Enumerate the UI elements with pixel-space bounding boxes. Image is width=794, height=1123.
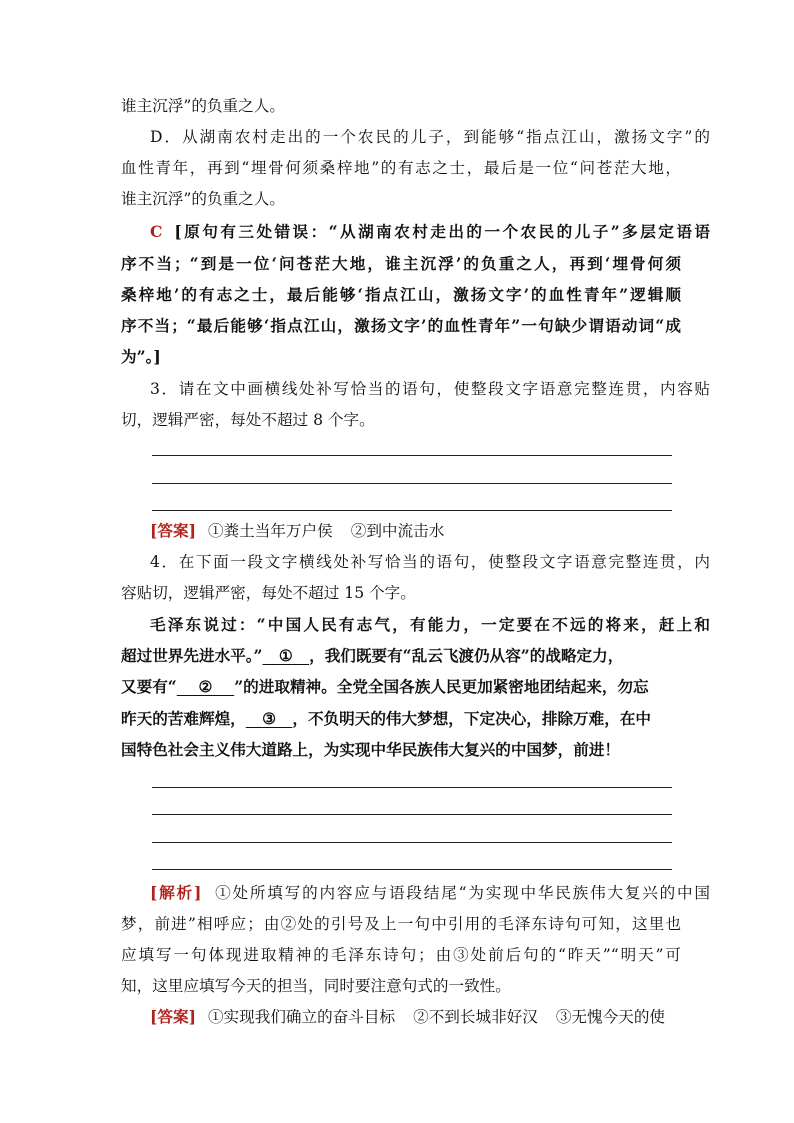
answer-tag: [答案] — [150, 521, 196, 540]
q4-answer-1: ①实现我们确立的奋斗目标 — [207, 1008, 396, 1026]
blank-3: ③ — [262, 709, 277, 728]
q4-answer-line-2 — [152, 814, 672, 815]
q2-explanation-line-3: 桑梓地’的有志之士，最后能够‘指点江山，激扬文字’的血性青年”逻辑顺 — [121, 285, 681, 304]
q4-answer-2: ②不到长城非好汉 — [413, 1008, 538, 1026]
explanation-text: [原句有三处错误：“从湖南农村走出的一个农民的儿子”多层定语语 — [174, 222, 710, 241]
q3-stem-line-2: 切，逻辑严密，每处不超过 8 个字。 — [121, 411, 375, 429]
q3-answer-2: ②到中流击水 — [350, 522, 445, 540]
q4-answer-3: ③无愧今天的使 — [555, 1008, 666, 1026]
q4-stem-line-2: 容贴切，逻辑严密，每处不超过 15 个字。 — [121, 584, 416, 602]
q2-explanation-line-4: 序不当；“最后能够‘指点江山，激扬文字’的血性青年”一句缺少谓语动词“成 — [121, 316, 681, 335]
q4-analysis-line-4: 知，这里应填写今天的担当，同时要注意句式的一致性。 — [121, 977, 511, 995]
q4-passage-line-4: 昨天的苦难辉煌， ③ ，不负明天的伟大梦想，下定决心，排除万难，在中 — [121, 704, 681, 734]
analysis-tag: [解析] — [150, 883, 202, 902]
q3-answer-1: ①粪土当年万户侯 — [207, 522, 333, 540]
q4-passage-line-1: 毛泽东说过：“中国人民有志气，有能力，一定要在不远的将来，赶上和 — [150, 615, 710, 634]
q4-analysis-line-1: [解析] ①处所填写的内容应与语段结尾“为实现中华民族伟大复兴的中国 — [150, 883, 710, 902]
q3-stem-line-1: 3．请在文中画横线处补写恰当的语句，使整段文字语意完整连贯，内容贴 — [150, 380, 710, 398]
q4-passage-line-3: 又要有“ ② ”的进取精神。全党全国各族人民更加紧密地团结起来，勿忘 — [121, 672, 681, 702]
q4-analysis-line-3: 应填写一句体现进取精神的毛泽东诗句；由③处前后句的“昨天”“明天”可 — [121, 946, 681, 964]
q4-answer-line-3 — [152, 842, 672, 843]
q4-stem-line-1: 4．在下面一段文字横线处补写恰当的语句，使整段文字语意完整连贯，内 — [150, 553, 710, 571]
q3-answer-line-1 — [152, 455, 672, 456]
answer-tag: [答案] — [150, 1007, 196, 1026]
option-d-line-1: D．从湖南农村走出的一个农民的儿子，到能够“指点江山，激扬文字”的 — [150, 128, 710, 146]
q3-answer — [150, 516, 710, 546]
q4-passage-line-2: 超过世界先进水平。” ① ，我们既要有“乱云飞渡仍从容”的战略定力， — [121, 641, 681, 671]
blank-1: ① — [278, 646, 293, 665]
q4-answer-line-1 — [152, 787, 672, 788]
answer-letter: C — [150, 222, 163, 241]
q2-explanation-line-1 — [150, 217, 710, 247]
option-c-tail: 谁主沉浮”的负重之人。 — [121, 97, 285, 115]
option-d-line-2: 血性青年，再到“埋骨何须桑梓地”的有志之士，最后是一位“问苍茫大地， — [121, 159, 681, 177]
q4-answer — [150, 1002, 710, 1032]
q4-passage-line-5: 国特色社会主义伟大道路上，为实现中华民族伟大复兴的中国梦，前进！ — [121, 740, 621, 759]
q3-answer-line-3 — [152, 510, 672, 511]
q4-analysis-line-2: 梦，前进”相呼应；由②处的引号及上一句中引用的毛泽东诗句可知，这里也 — [121, 915, 681, 933]
option-d-line-3: 谁主沉浮”的负重之人。 — [121, 190, 285, 208]
q2-explanation-line-2: 序不当；“到是一位‘问苍茫大地，谁主沉浮’的负重之人，再到‘埋骨何须 — [121, 254, 681, 273]
q2-explanation-line-5: 为”。] — [121, 347, 161, 366]
q3-answer-line-2 — [152, 483, 672, 484]
blank-2: ② — [198, 677, 213, 696]
q4-answer-line-4 — [152, 869, 672, 870]
